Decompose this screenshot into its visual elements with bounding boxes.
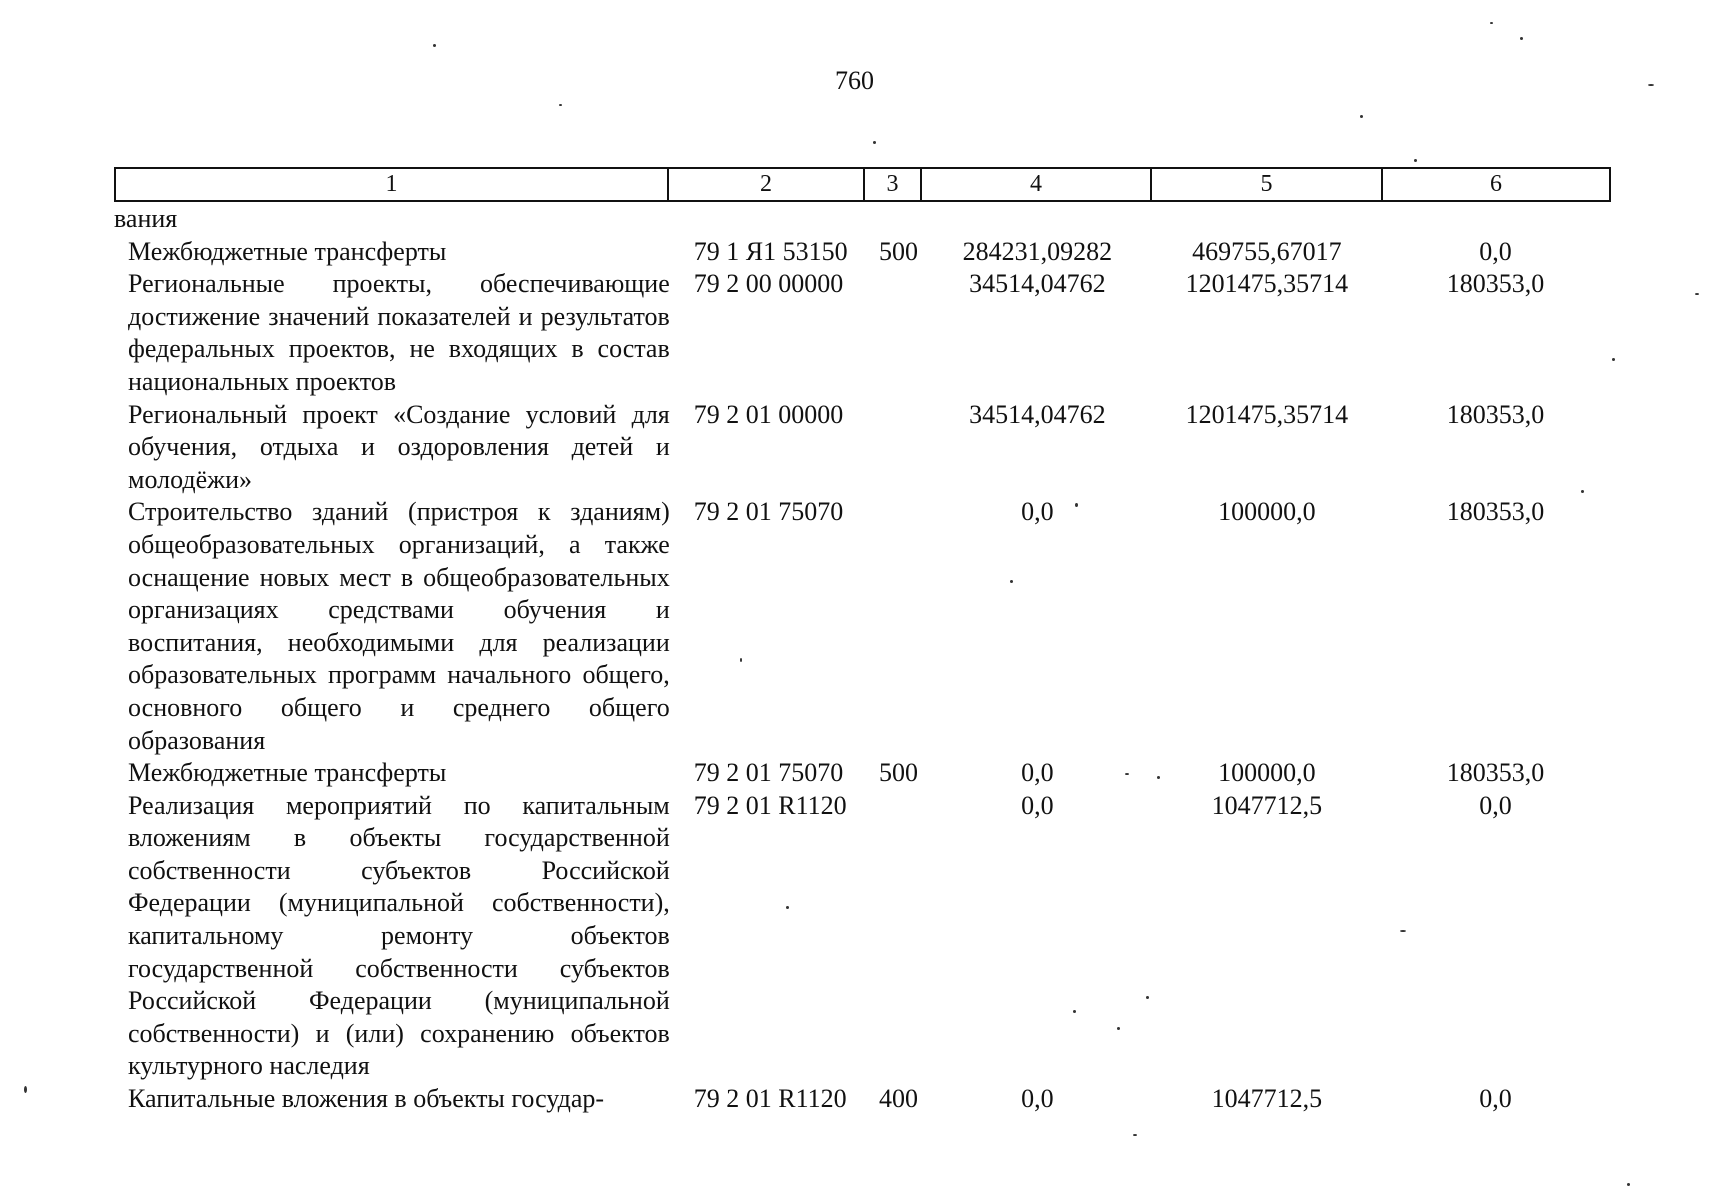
row-name: Региональные проекты, обеспечивающие достижение значений показателей и результатов федеральных проектов, не входящих в состав национальных проектов xyxy=(128,269,670,396)
scan-speck xyxy=(1117,1027,1120,1030)
row-code: 79 2 00 00000 xyxy=(693,269,844,299)
row-type xyxy=(871,268,923,398)
scan-speck xyxy=(1400,930,1406,932)
row-value-6: 180353,0 xyxy=(1446,399,1545,429)
row-value-5: 1201475,35714 xyxy=(1185,399,1349,429)
row-value-5: 1047712,5 xyxy=(1211,1084,1323,1114)
row-value-4: 0,0 xyxy=(1021,790,1054,820)
row-type: 500 xyxy=(879,236,919,266)
row-code: 79 2 01 00000 xyxy=(693,399,844,429)
row-value-6: 0,0 xyxy=(1479,1084,1512,1114)
scan-speck xyxy=(1075,503,1078,507)
row-name: Региональный проект «Создание условий для обучения, отдыха и оздоровления детей и молодёжи» xyxy=(128,399,670,494)
table-row xyxy=(114,203,1609,236)
row-value-5: 469755,67017 xyxy=(1192,236,1342,266)
scan-speck xyxy=(1010,580,1013,583)
row-name: Строительство зданий (пристроя к зданиям) общеобразовательных организаций, а также оснащение новых мест в общеобразовательных организациях средствами обучения и воспитания, необходимыми для реализации образовательных программ начального общего, основного общего и среднего общего образования xyxy=(128,497,670,755)
scan-speck xyxy=(1414,159,1417,162)
table-row xyxy=(114,236,1609,269)
row-name: вания xyxy=(114,204,178,233)
row-value-5: 1047712,5 xyxy=(1211,790,1323,820)
header-col-2: 2 xyxy=(668,168,864,201)
row-code: 79 2 01 R1120 xyxy=(693,1084,847,1114)
header-col-1: 1 xyxy=(115,168,668,201)
scan-speck xyxy=(1581,490,1584,493)
table-row xyxy=(114,1083,1609,1116)
row-value-5: 100000,0 xyxy=(1218,758,1316,788)
scan-speck xyxy=(1648,84,1654,86)
scan-speck xyxy=(873,141,876,144)
row-name: Межбюджетные трансферты xyxy=(128,236,447,266)
page-number: 760 xyxy=(835,66,874,95)
header-col-6: 6 xyxy=(1382,168,1610,201)
row-value-4: 284231,09282 xyxy=(962,236,1113,266)
scan-speck xyxy=(1695,293,1699,295)
row-value-6: 180353,0 xyxy=(1446,497,1545,527)
table-row xyxy=(114,496,1609,757)
row-name: Капитальные вложения в объекты государ- xyxy=(128,1084,605,1114)
scan-speck xyxy=(1360,115,1363,118)
scan-speck xyxy=(1490,22,1493,24)
row-type xyxy=(871,790,923,1083)
row-value-4: 34514,04762 xyxy=(969,399,1106,429)
row-value-4: 34514,04762 xyxy=(969,269,1106,299)
row-type: 400 xyxy=(879,1084,919,1114)
row-type xyxy=(871,399,923,497)
row-value-6: 180353,0 xyxy=(1446,269,1545,299)
row-code: 79 2 01 75070 xyxy=(693,758,844,788)
row-type: 500 xyxy=(879,758,919,788)
row-code: 79 2 01 75070 xyxy=(693,497,844,527)
scan-speck xyxy=(1133,1134,1137,1136)
table-row xyxy=(114,268,1609,398)
header-col-4: 4 xyxy=(921,168,1151,201)
scan-speck xyxy=(786,906,789,909)
table-row xyxy=(114,757,1609,790)
row-value-5: 1201475,35714 xyxy=(1185,269,1349,299)
row-code: 79 1 Я1 53150 xyxy=(693,236,848,266)
row-value-4: 0,0 xyxy=(1021,758,1054,788)
table-header xyxy=(114,167,1611,202)
row-value-6: 0,0 xyxy=(1479,790,1512,820)
table-body xyxy=(114,203,1609,1116)
row-type xyxy=(871,496,923,757)
row-value-4: 0,0 xyxy=(1021,497,1054,527)
row-value-4: 0,0 xyxy=(1021,1084,1054,1114)
row-value-6: 0,0 xyxy=(1479,236,1512,266)
scan-speck xyxy=(1125,773,1129,775)
header-col-5: 5 xyxy=(1151,168,1382,201)
scan-speck xyxy=(1157,776,1160,779)
scan-speck xyxy=(1612,358,1615,361)
scan-speck xyxy=(433,44,436,47)
row-value-6: 180353,0 xyxy=(1446,758,1545,788)
table-row xyxy=(114,790,1609,1083)
row-code: 79 2 01 R1120 xyxy=(693,790,847,820)
scan-speck xyxy=(559,104,562,106)
scan-speck xyxy=(1520,37,1523,40)
header-col-3: 3 xyxy=(864,168,921,201)
scan-speck xyxy=(24,1086,27,1093)
row-name: Реализация мероприятий по капитальным вложениям в объекты государственной собственности субъектов Российской Федерации (муниципальной собственности), капитальному ремонту объектов государственной собственности субъектов Российской Федерации (муниципальной собственности) и (или) сохранению объектов культурного наследия xyxy=(128,790,670,1081)
scan-speck xyxy=(1627,1183,1630,1186)
scan-speck xyxy=(740,658,742,662)
scan-speck xyxy=(1146,996,1149,999)
table-row xyxy=(114,399,1609,497)
row-name: Межбюджетные трансферты xyxy=(128,758,447,788)
row-value-5: 100000,0 xyxy=(1218,497,1316,527)
scan-speck xyxy=(1073,1010,1076,1013)
